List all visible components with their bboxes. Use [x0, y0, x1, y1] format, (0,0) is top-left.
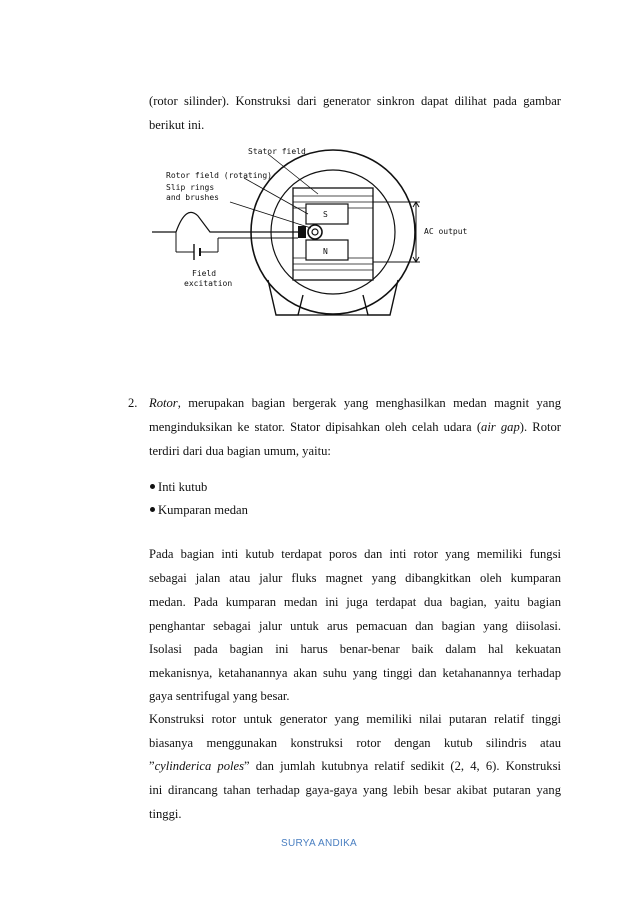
intro-line-1: (rotor silinder). Konstruksi dari generator sinkron dapat dilihat pada gambar: [149, 94, 561, 108]
para2-line: ini dirancang tahan terhadap gaya-gaya yang lebih besar akibat putaran yang: [149, 783, 561, 797]
excitation-label: excitation: [184, 279, 233, 288]
rotor-field-label: Rotor field (rotating): [166, 171, 272, 180]
para1-line: mekanisnya, ketahanannya akan suhu yang tinggi dan ketahanannya terhadap: [149, 666, 561, 680]
bullet-item: Inti kutub: [150, 479, 207, 495]
para1-line: Pada bagian inti kutub terdapat poros dan inti rotor yang memiliki fungsi: [149, 547, 561, 561]
stator-field-label: Stator field: [248, 147, 306, 156]
para1-line: gaya sentrifugal yang besar.: [149, 689, 290, 703]
slip-ring: [308, 225, 322, 239]
field-label: Field: [192, 269, 217, 278]
generator-diagram: [148, 140, 468, 325]
para2-line: tinggi.: [149, 807, 182, 821]
page-footer: SURYA ANDIKA: [280, 838, 358, 849]
left-foot: [268, 280, 303, 315]
para1-line: Isolasi pada bagian ini harus benar-benar baik dalam hal kekuatan: [149, 642, 561, 656]
para1-line: medan. Pada kumparan medan ini juga terdapat dua bagian, yaitu bagian: [149, 595, 561, 609]
bullet-icon: [150, 484, 155, 489]
excitation-wire-top: [152, 212, 298, 232]
section2-line-1: Rotor, merupakan bagian bergerak yang menghasilkan medan magnit yang: [149, 396, 561, 410]
pole-s-label: S: [323, 210, 328, 219]
para1-line: sebagai jalan atau jalur fluks magnet yang dibangkitkan oleh kumparan: [149, 571, 561, 585]
para2-line: ”cylinderica poles” dan jumlah kutubnya relatif sedikit (2, 4, 6). Konstruksi: [149, 759, 561, 773]
section-number: 2.: [128, 396, 138, 410]
section2-line-2: menginduksikan ke stator. Stator dipisahkan oleh celah udara (air gap). Rotor: [149, 420, 561, 434]
intro-line-2: berikut ini.: [149, 118, 205, 132]
rotor-term: Rotor: [149, 396, 178, 410]
pole-n-label: N: [323, 247, 328, 256]
section2-line-3: terdiri dari dua bagian umum, yaitu:: [149, 444, 331, 458]
para2-line: Konstruksi rotor untuk generator yang memiliki nilai putaran relatif tinggi: [149, 712, 561, 726]
para1-line: penghantar sebagai jalur untuk arus pemacuan dan bagian yang diisolasi.: [149, 619, 561, 633]
right-foot: [363, 280, 398, 315]
ac-output-label: AC output: [424, 227, 468, 236]
slip-rings-label: Slip rings: [166, 183, 215, 192]
cylinderica-poles-term: cylinderica poles: [154, 759, 245, 773]
brush: [298, 226, 306, 238]
bullet-item: Kumparan medan: [150, 502, 248, 518]
air-gap-term: air gap: [481, 420, 520, 434]
para2-line: biasanya menggunakan konstruksi rotor dengan kutub silindris atau: [149, 736, 561, 750]
bullet-icon: [150, 507, 155, 512]
and-brushes-label: and brushes: [166, 193, 219, 202]
